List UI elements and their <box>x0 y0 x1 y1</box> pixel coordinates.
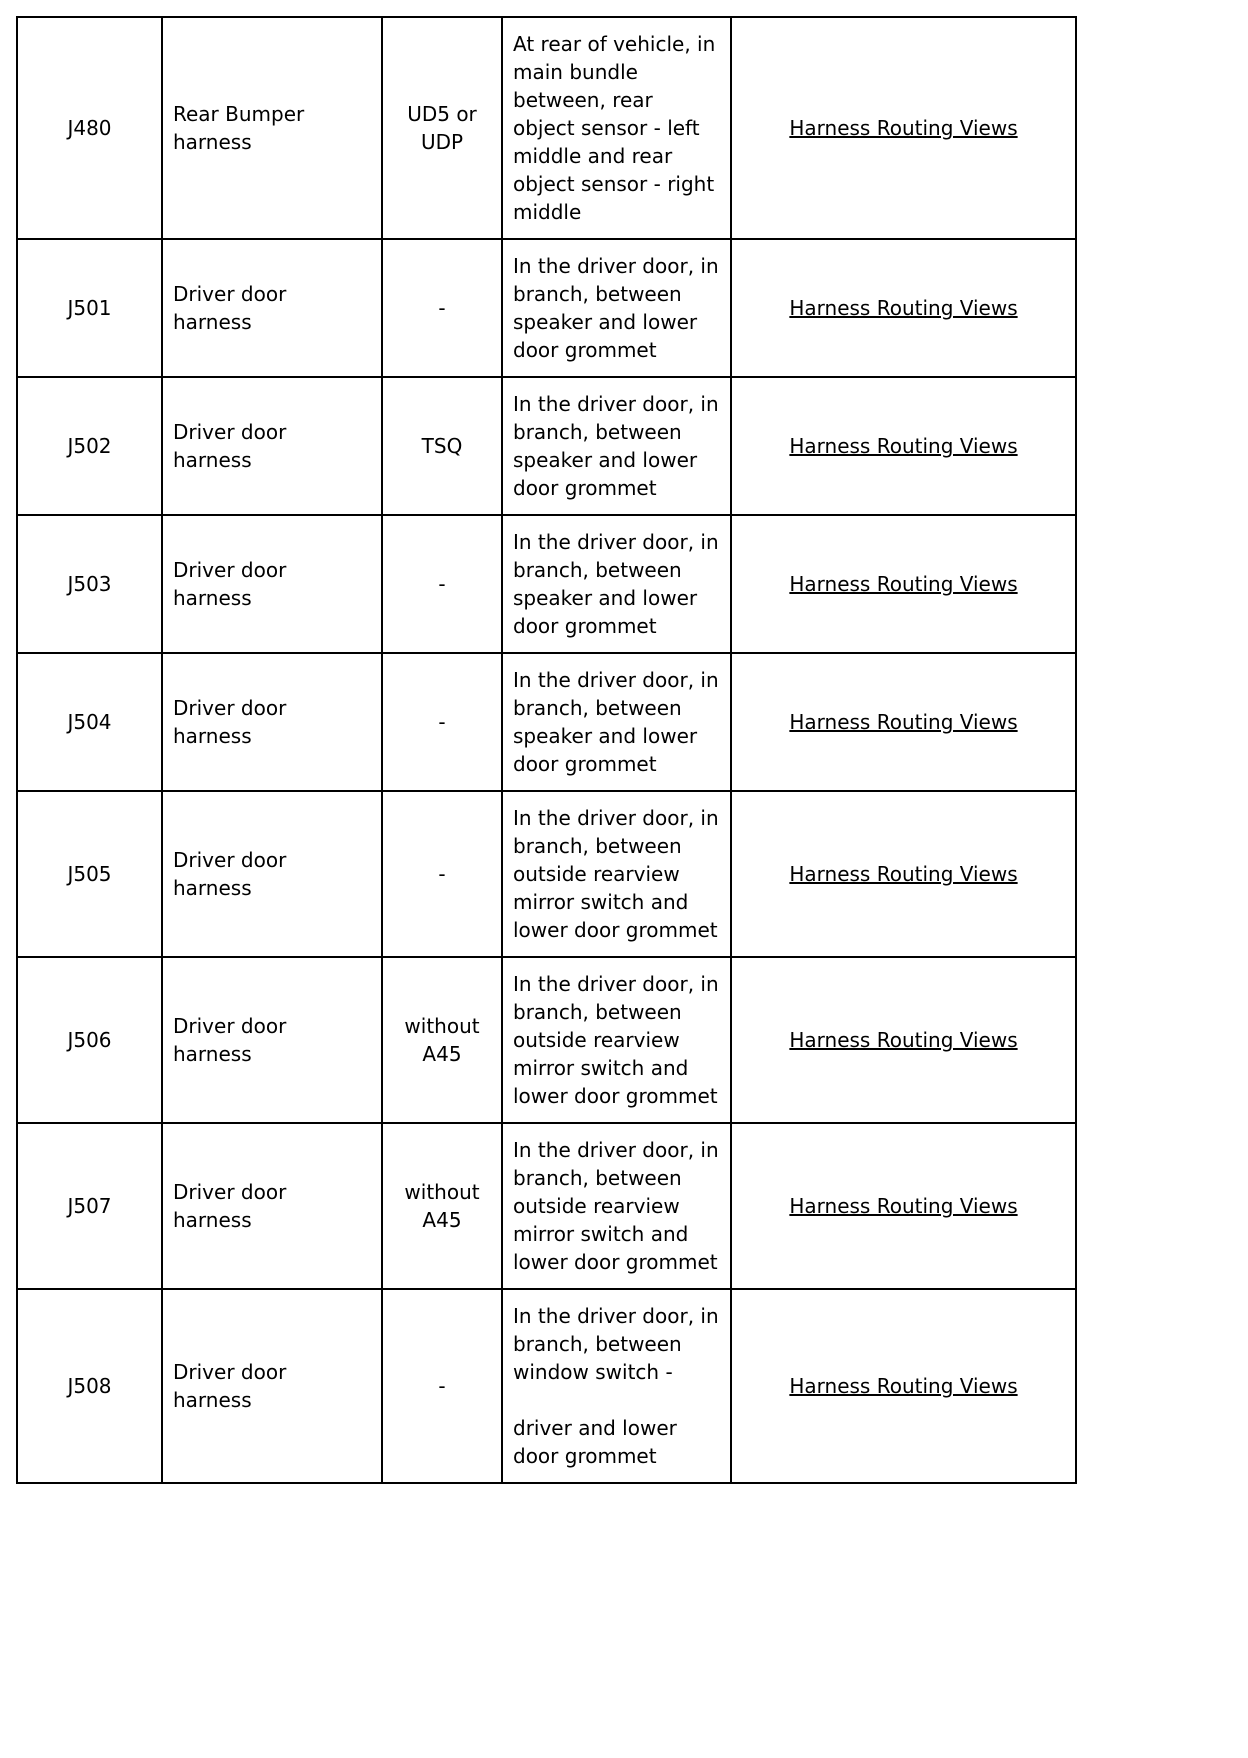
harness-routing-views-link[interactable]: Harness Routing Views <box>789 572 1018 596</box>
harness-name-cell: Driver door harness <box>162 1123 382 1289</box>
table-row <box>17 239 1076 377</box>
harness-name-cell: Driver door harness <box>162 791 382 957</box>
harness-routing-views-link[interactable]: Harness Routing Views <box>789 1194 1018 1218</box>
option-code-cell: - <box>382 515 502 653</box>
table-row <box>17 957 1076 1123</box>
junction-id-cell: J480 <box>17 17 162 239</box>
location-description-cell: In the driver door, in branch, between outside rearview mirror switch and lower door grommet <box>502 791 731 957</box>
harness-name-cell: Driver door harness <box>162 653 382 791</box>
location-description-cell: In the driver door, in branch, between speaker and lower door grommet <box>502 653 731 791</box>
routing-views-cell <box>731 515 1076 653</box>
routing-views-cell <box>731 17 1076 239</box>
harness-name-cell: Rear Bumper harness <box>162 17 382 239</box>
harness-name-cell: Driver door harness <box>162 957 382 1123</box>
location-description-cell: In the driver door, in branch, between outside rearview mirror switch and lower door grommet <box>502 957 731 1123</box>
routing-views-cell <box>731 239 1076 377</box>
option-code-cell: - <box>382 653 502 791</box>
table-row <box>17 17 1076 239</box>
location-description-cell: In the driver door, in branch, between speaker and lower door grommet <box>502 239 731 377</box>
junction-id-cell: J501 <box>17 239 162 377</box>
junction-id-cell: J503 <box>17 515 162 653</box>
harness-name-cell: Driver door harness <box>162 239 382 377</box>
harness-routing-views-link[interactable]: Harness Routing Views <box>789 862 1018 886</box>
table-row <box>17 1123 1076 1289</box>
option-code-cell: without A45 <box>382 1123 502 1289</box>
harness-routing-views-link[interactable]: Harness Routing Views <box>789 1374 1018 1398</box>
table-row <box>17 653 1076 791</box>
table-row <box>17 377 1076 515</box>
location-description-cell: In the driver door, in branch, between window switch - driver and lower door grommet <box>502 1289 731 1483</box>
junction-id-cell: J505 <box>17 791 162 957</box>
routing-views-cell <box>731 377 1076 515</box>
harness-routing-views-link[interactable]: Harness Routing Views <box>789 710 1018 734</box>
junction-id-cell: J506 <box>17 957 162 1123</box>
option-code-cell: UD5 or UDP <box>382 17 502 239</box>
harness-routing-views-link[interactable]: Harness Routing Views <box>789 296 1018 320</box>
location-description-cell: At rear of vehicle, in main bundle between, rear object sensor - left middle and rear object sensor - right middle <box>502 17 731 239</box>
option-code-cell: - <box>382 791 502 957</box>
location-description-cell: In the driver door, in branch, between speaker and lower door grommet <box>502 515 731 653</box>
junction-id-cell: J507 <box>17 1123 162 1289</box>
routing-views-cell <box>731 653 1076 791</box>
junction-id-cell: J508 <box>17 1289 162 1483</box>
option-code-cell: - <box>382 1289 502 1483</box>
harness-routing-views-link[interactable]: Harness Routing Views <box>789 116 1018 140</box>
location-description-cell: In the driver door, in branch, between outside rearview mirror switch and lower door grommet <box>502 1123 731 1289</box>
harness-routing-views-link[interactable]: Harness Routing Views <box>789 1028 1018 1052</box>
option-code-cell: TSQ <box>382 377 502 515</box>
routing-views-cell <box>731 957 1076 1123</box>
option-code-cell: without A45 <box>382 957 502 1123</box>
harness-name-cell: Driver door harness <box>162 515 382 653</box>
option-code-cell: - <box>382 239 502 377</box>
harness-junction-table <box>16 16 1077 1484</box>
harness-name-cell: Driver door harness <box>162 1289 382 1483</box>
junction-id-cell: J504 <box>17 653 162 791</box>
junction-id-cell: J502 <box>17 377 162 515</box>
table-row <box>17 791 1076 957</box>
routing-views-cell <box>731 791 1076 957</box>
harness-routing-views-link[interactable]: Harness Routing Views <box>789 434 1018 458</box>
routing-views-cell <box>731 1289 1076 1483</box>
table-row <box>17 1289 1076 1483</box>
table-body <box>17 17 1076 1483</box>
location-description-cell: In the driver door, in branch, between speaker and lower door grommet <box>502 377 731 515</box>
routing-views-cell <box>731 1123 1076 1289</box>
table-row <box>17 515 1076 653</box>
harness-name-cell: Driver door harness <box>162 377 382 515</box>
